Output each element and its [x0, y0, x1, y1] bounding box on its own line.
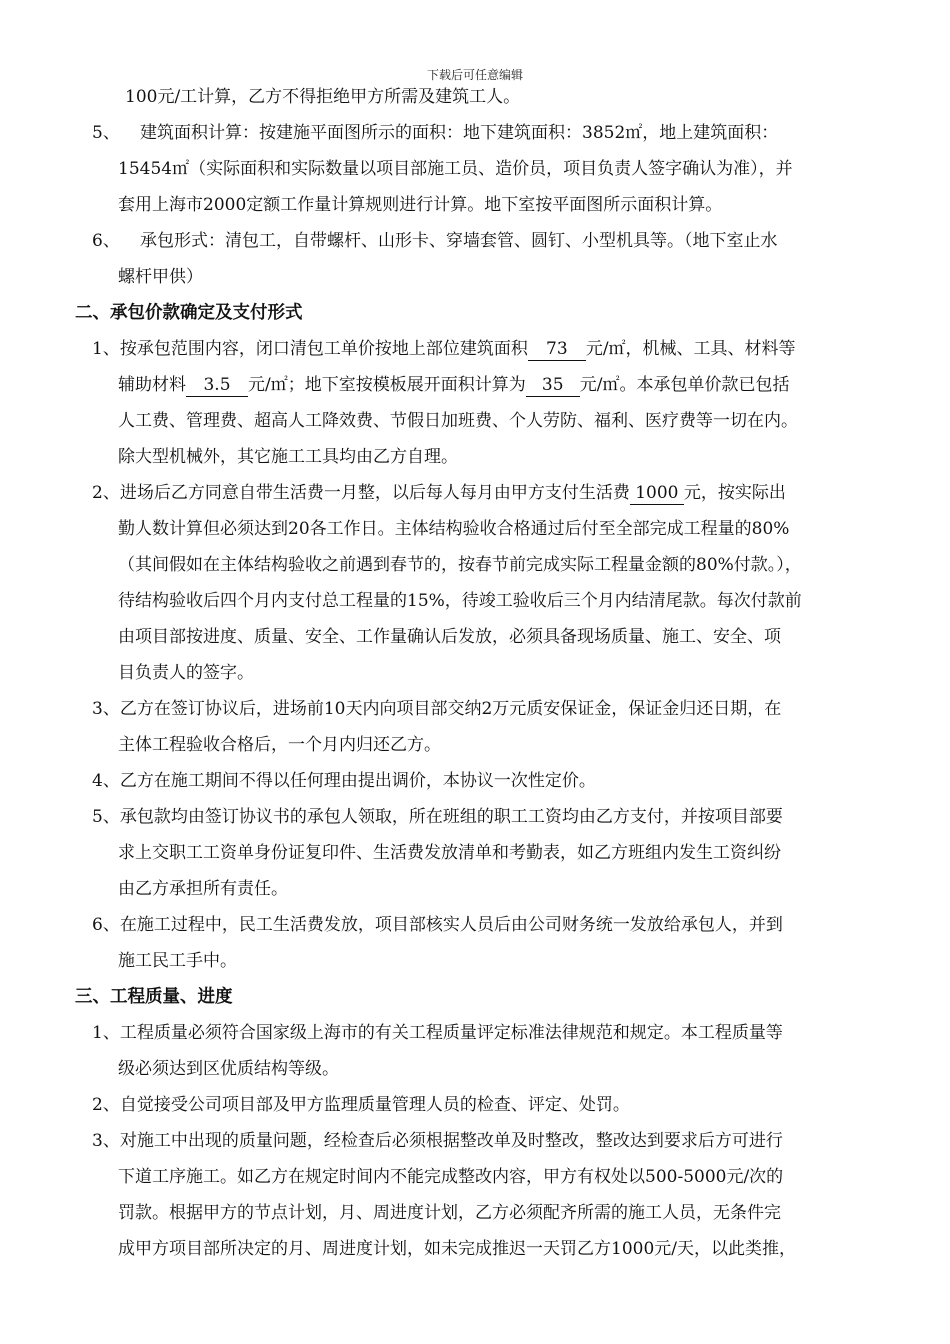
text-line: 建筑面积计算：按建施平面图所示的面积：地下建筑面积：3852㎡，地上建筑面积：	[140, 123, 779, 143]
underlined-value: 73	[528, 338, 586, 361]
page-header-note: 下载后可任意编辑	[426, 68, 523, 82]
text-line: 承包形式：清包工，自带螺杆、山形卡、穿墙套管、圆钉、小型机具等。（地下室止水	[140, 231, 778, 251]
text-line	[92, 482, 786, 505]
underlined-value: 35	[526, 374, 580, 397]
text-line: 成甲方项目部所决定的月、周进度计划，如未完成推迟一天罚乙方1000元/天，以此类推，	[118, 1239, 796, 1259]
list-number: 5、	[92, 123, 120, 143]
list-number: 6、	[92, 231, 120, 251]
underlined-value: 1000	[630, 482, 684, 505]
text-line: 人工费、管理费、超高人工降效费、节假日加班费、个人劳防、福利、医疗费等一切在内。	[118, 411, 798, 431]
text-line	[92, 338, 796, 361]
text-line: 施工民工手中。	[118, 951, 237, 971]
text-line: 100元/工计算，乙方不得拒绝甲方所需及建筑工人。	[125, 87, 521, 107]
text-line: 3、对施工中出现的质量问题，经检查后必须根据整改单及时整改，整改达到要求后方可进行	[92, 1131, 783, 1151]
text-line: 套用上海市2000定额工作量计算规则进行计算。地下室按平面图所示面积计算。	[118, 195, 723, 215]
section-heading-2: 二、承包价款确定及支付形式	[75, 303, 303, 323]
text-fragment: 1、按承包范围内容，闭口清包工单价按地上部位建筑面积	[92, 339, 528, 359]
text-line: 勤人数计算但必须达到20各工作日。主体结构验收合格通过后付至全部完成工程量的80%	[118, 519, 790, 539]
text-line: 4、乙方在施工期间不得以任何理由提出调价，本协议一次性定价。	[92, 771, 596, 791]
text-line: 求上交职工工资单身份证复印件、生活费发放清单和考勤表，如乙方班组内发生工资纠纷	[118, 843, 781, 863]
text-line: 5、承包款均由签订协议书的承包人领取，所在班组的职工工资均由乙方支付，并按项目部要	[92, 807, 783, 827]
text-line: （其间假如在主体结构验收之前遇到春节的，按春节前完成实际工程量金额的80%付款。），	[118, 555, 802, 575]
text-line: 主体工程验收合格后，一个月内归还乙方。	[118, 735, 441, 755]
text-line: 1、工程质量必须符合国家级上海市的有关工程质量评定标准法律规范和规定。本工程质量等	[92, 1023, 783, 1043]
section-heading-3: 三、工程质量、进度	[75, 987, 233, 1007]
text-line: 2、自觉接受公司项目部及甲方监理质量管理人员的检查、评定、处罚。	[92, 1095, 630, 1115]
text-line: 罚款。根据甲方的节点计划，月、周进度计划，乙方必须配齐所需的施工人员，无条件完	[118, 1203, 781, 1223]
text-line: 螺杆甲供）	[118, 267, 203, 287]
text-line: 下道工序施工。如乙方在规定时间内不能完成整改内容，甲方有权处以500-5000元/次的	[118, 1167, 784, 1187]
text-line: 6、在施工过程中，民工生活费发放，项目部核实人员后由公司财务统一发放给承包人，并到	[92, 915, 783, 935]
text-line: 除大型机械外，其它施工工具均由乙方自理。	[118, 447, 458, 467]
text-fragment: 辅助材料	[118, 375, 186, 395]
text-line: 由项目部按进度、质量、安全、工作量确认后发放，必须具备现场质量、施工、安全、项	[118, 627, 781, 647]
text-line: 3、乙方在签订协议后，进场前10天内向项目部交纳2万元质安保证金，保证金归还日期，在	[92, 699, 782, 719]
text-line: 待结构验收后四个月内支付总工程量的15%，待竣工验收后三个月内结清尾款。每次付款前	[118, 591, 802, 611]
text-line: 目负责人的签字。	[118, 663, 254, 683]
text-fragment: 元/㎡，机械、工具、材料等	[585, 339, 796, 359]
text-line	[118, 374, 789, 397]
text-fragment: 元/㎡。本承包单价款已包括	[579, 375, 790, 395]
text-fragment: 元/㎡；地下室按模板展开面积计算为	[248, 375, 526, 395]
text-fragment: 2、进场后乙方同意自带生活费一月整，以后每人每月由甲方支付生活费	[92, 483, 630, 503]
text-line: 由乙方承担所有责任。	[118, 879, 288, 899]
text-fragment: 元，按实际出	[683, 483, 786, 503]
text-line: 级必须达到区优质结构等级。	[118, 1059, 339, 1079]
text-line: 15454㎡（实际面积和实际数量以项目部施工员、造价员，项目负责人签字确认为准），并	[118, 159, 793, 179]
underlined-value: 3.5	[186, 374, 248, 397]
